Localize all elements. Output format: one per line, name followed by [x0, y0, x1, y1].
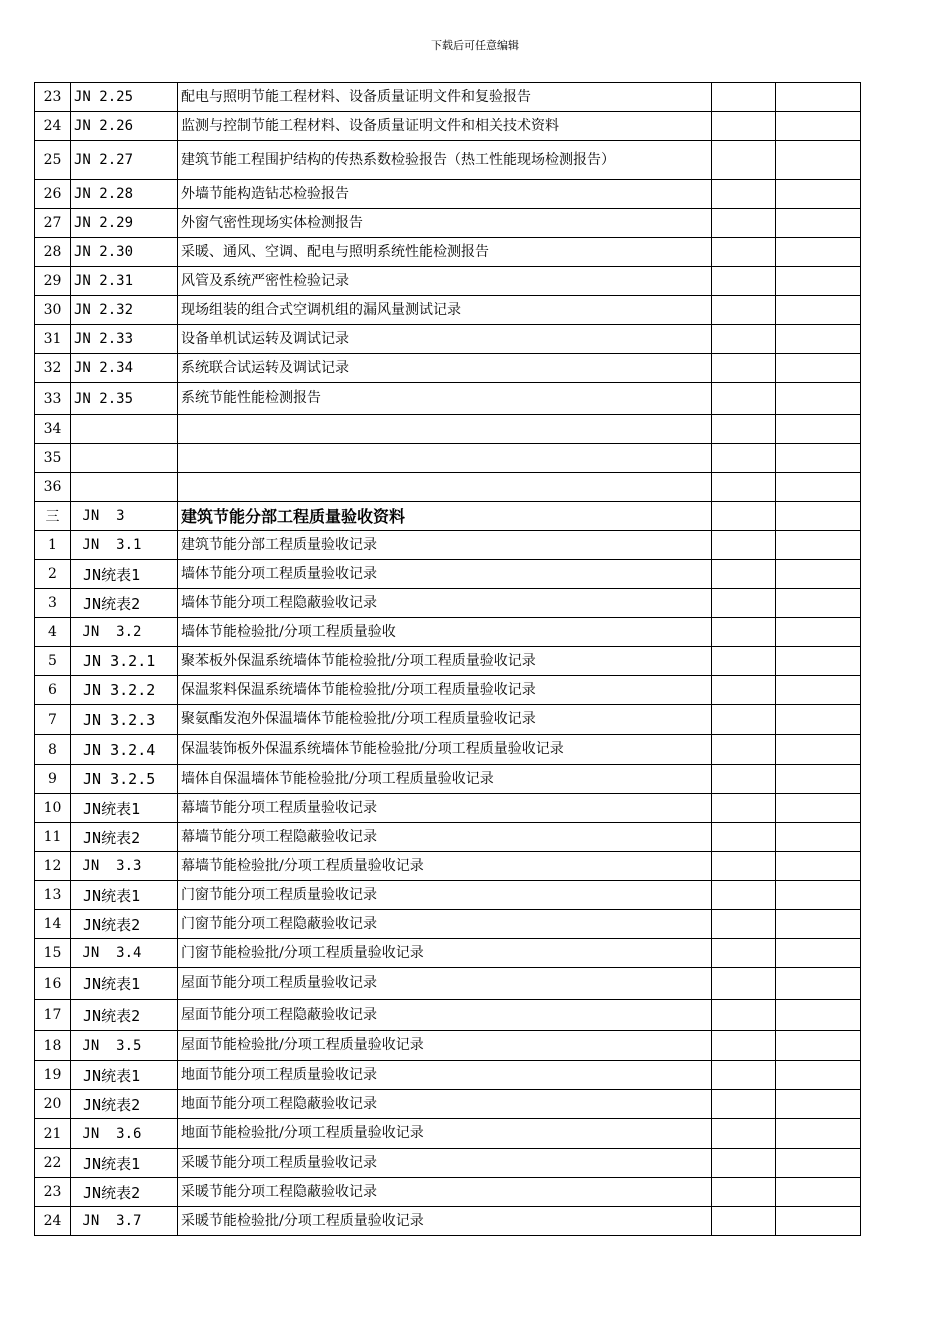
row-number: 22 [35, 1149, 71, 1178]
row-code: JN 2.29 [71, 209, 178, 238]
empty-cell [776, 676, 861, 705]
empty-cell [712, 267, 776, 296]
empty-cell [776, 141, 861, 180]
row-number: 6 [35, 676, 71, 705]
row-number: 12 [35, 852, 71, 881]
row-number: 24 [35, 1207, 71, 1236]
row-number: 31 [35, 325, 71, 354]
table-row [35, 238, 861, 267]
row-title: 门窗节能检验批/分项工程质量验收记录 [178, 939, 712, 968]
empty-cell [776, 238, 861, 267]
row-number: 20 [35, 1090, 71, 1119]
row-code: JN 3.3 [71, 852, 178, 881]
row-number: 35 [35, 444, 71, 473]
row-code: JN 2.26 [71, 112, 178, 141]
row-title: 采暖节能分项工程隐蔽验收记录 [178, 1178, 712, 1207]
empty-cell [776, 444, 861, 473]
row-number: 15 [35, 939, 71, 968]
row-code: JN统表2 [71, 1000, 178, 1031]
row-title: 墙体节能分项工程质量验收记录 [178, 560, 712, 589]
row-code: JN 3.2.4 [71, 735, 178, 765]
empty-cell [776, 296, 861, 325]
row-title: 系统联合试运转及调试记录 [178, 354, 712, 383]
row-number: 10 [35, 794, 71, 823]
empty-cell [712, 325, 776, 354]
row-code: JN统表1 [71, 968, 178, 1000]
row-code: JN 3.2.2 [71, 676, 178, 705]
row-code: JN统表2 [71, 589, 178, 618]
empty-cell [776, 823, 861, 852]
table-row [35, 676, 861, 705]
row-number: 17 [35, 1000, 71, 1031]
row-number: 16 [35, 968, 71, 1000]
row-title: 墙体自保温墙体节能检验批/分项工程质量验收记录 [178, 765, 712, 794]
row-number: 1 [35, 531, 71, 560]
row-title: 门窗节能分项工程隐蔽验收记录 [178, 910, 712, 939]
empty-cell [712, 968, 776, 1000]
empty-cell [712, 1178, 776, 1207]
row-title: 地面节能分项工程隐蔽验收记录 [178, 1090, 712, 1119]
row-number: 26 [35, 180, 71, 209]
table-row [35, 735, 861, 765]
row-code: JN统表2 [71, 823, 178, 852]
row-code: JN 2.27 [71, 141, 178, 180]
empty-cell [712, 180, 776, 209]
table-row [35, 1149, 861, 1178]
row-number: 30 [35, 296, 71, 325]
table-row [35, 473, 861, 502]
table-row [35, 354, 861, 383]
row-number: 18 [35, 1031, 71, 1061]
row-number: 2 [35, 560, 71, 589]
table-row [35, 881, 861, 910]
row-code: JN 3.2.5 [71, 765, 178, 794]
empty-cell [712, 502, 776, 531]
empty-cell [712, 1000, 776, 1031]
table-row [35, 1119, 861, 1149]
row-number: 7 [35, 705, 71, 735]
empty-cell [712, 705, 776, 735]
empty-cell [712, 473, 776, 502]
row-code: JN 2.30 [71, 238, 178, 267]
row-title: 保温浆料保温系统墙体节能检验批/分项工程质量验收记录 [178, 676, 712, 705]
row-title [178, 415, 712, 444]
row-code: JN 2.28 [71, 180, 178, 209]
row-title: 幕墙节能分项工程质量验收记录 [178, 794, 712, 823]
table-row [35, 531, 861, 560]
empty-cell [776, 1178, 861, 1207]
row-code: JN 2.31 [71, 267, 178, 296]
empty-cell [776, 502, 861, 531]
empty-cell [712, 794, 776, 823]
table-row [35, 647, 861, 676]
table-row [35, 296, 861, 325]
table-row [35, 589, 861, 618]
row-title: 配电与照明节能工程材料、设备质量证明文件和复验报告 [178, 83, 712, 112]
empty-cell [712, 1090, 776, 1119]
empty-cell [776, 1031, 861, 1061]
empty-cell [776, 618, 861, 647]
row-number: 19 [35, 1061, 71, 1090]
row-title: 墙体节能检验批/分项工程质量验收 [178, 618, 712, 647]
row-code: JN 3.2.3 [71, 705, 178, 735]
row-code: JN统表1 [71, 1061, 178, 1090]
empty-cell [712, 531, 776, 560]
empty-cell [776, 881, 861, 910]
row-code: JN 2.33 [71, 325, 178, 354]
row-code: JN 2.35 [71, 383, 178, 415]
empty-cell [712, 618, 776, 647]
row-number: 11 [35, 823, 71, 852]
row-title: 幕墙节能检验批/分项工程质量验收记录 [178, 852, 712, 881]
table-row [35, 325, 861, 354]
row-code: JN 3.7 [71, 1207, 178, 1236]
empty-cell [712, 354, 776, 383]
empty-cell [712, 209, 776, 238]
table-row [35, 1031, 861, 1061]
table-row [35, 415, 861, 444]
row-number: 32 [35, 354, 71, 383]
empty-cell [776, 910, 861, 939]
row-number: 34 [35, 415, 71, 444]
empty-cell [776, 1149, 861, 1178]
table-row [35, 910, 861, 939]
empty-cell [776, 209, 861, 238]
row-title: 设备单机试运转及调试记录 [178, 325, 712, 354]
row-title [178, 444, 712, 473]
row-number: 23 [35, 1178, 71, 1207]
table-row [35, 705, 861, 735]
row-number: 14 [35, 910, 71, 939]
row-number: 28 [35, 238, 71, 267]
row-number: 27 [35, 209, 71, 238]
row-title: 幕墙节能分项工程隐蔽验收记录 [178, 823, 712, 852]
empty-cell [776, 354, 861, 383]
empty-cell [776, 968, 861, 1000]
empty-cell [712, 1149, 776, 1178]
table-row [35, 560, 861, 589]
row-number: 23 [35, 83, 71, 112]
empty-cell [712, 444, 776, 473]
table-row [35, 939, 861, 968]
row-number: 36 [35, 473, 71, 502]
row-code: JN 3 [71, 502, 178, 531]
table-row [35, 83, 861, 112]
row-code: JN统表2 [71, 1178, 178, 1207]
table-row [35, 1000, 861, 1031]
empty-cell [712, 765, 776, 794]
table-row [35, 968, 861, 1000]
row-title: 风管及系统严密性检验记录 [178, 267, 712, 296]
empty-cell [776, 83, 861, 112]
row-code: JN 2.25 [71, 83, 178, 112]
empty-cell [712, 296, 776, 325]
table-row [35, 794, 861, 823]
empty-cell [776, 1119, 861, 1149]
empty-cell [776, 765, 861, 794]
row-code: JN 3.2 [71, 618, 178, 647]
row-title: 采暖节能检验批/分项工程质量验收记录 [178, 1207, 712, 1236]
empty-cell [712, 852, 776, 881]
empty-cell [776, 852, 861, 881]
empty-cell [776, 383, 861, 415]
row-title: 地面节能分项工程质量验收记录 [178, 1061, 712, 1090]
row-title: 屋面节能分项工程质量验收记录 [178, 968, 712, 1000]
empty-cell [776, 1000, 861, 1031]
table-row [35, 383, 861, 415]
table-row [35, 618, 861, 647]
empty-cell [776, 794, 861, 823]
empty-cell [776, 531, 861, 560]
row-title [178, 473, 712, 502]
table-row [35, 141, 861, 180]
row-title: 地面节能检验批/分项工程质量验收记录 [178, 1119, 712, 1149]
row-code: JN 2.32 [71, 296, 178, 325]
empty-cell [776, 1061, 861, 1090]
table-row [35, 852, 861, 881]
empty-cell [776, 1207, 861, 1236]
row-number: 4 [35, 618, 71, 647]
row-title: 聚苯板外保温系统墙体节能检验批/分项工程质量验收记录 [178, 647, 712, 676]
row-number: 13 [35, 881, 71, 910]
empty-cell [712, 1119, 776, 1149]
empty-cell [776, 180, 861, 209]
empty-cell [712, 1061, 776, 1090]
empty-cell [712, 238, 776, 267]
table-row [35, 444, 861, 473]
empty-cell [776, 560, 861, 589]
row-code: JN 3.6 [71, 1119, 178, 1149]
row-code: JN 3.2.1 [71, 647, 178, 676]
row-title: 外墙节能构造钻芯检验报告 [178, 180, 712, 209]
row-number: 三 [35, 502, 71, 531]
empty-cell [712, 1031, 776, 1061]
empty-cell [776, 735, 861, 765]
table-row [35, 112, 861, 141]
row-code: JN统表1 [71, 1149, 178, 1178]
row-code [71, 473, 178, 502]
empty-cell [712, 112, 776, 141]
row-number: 25 [35, 141, 71, 180]
table-row [35, 1061, 861, 1090]
row-title: 保温装饰板外保温系统墙体节能检验批/分项工程质量验收记录 [178, 735, 712, 765]
empty-cell [776, 705, 861, 735]
table-row [35, 1178, 861, 1207]
empty-cell [776, 939, 861, 968]
empty-cell [712, 141, 776, 180]
row-code: JN 3.1 [71, 531, 178, 560]
row-code: JN统表1 [71, 794, 178, 823]
empty-cell [712, 939, 776, 968]
row-code [71, 444, 178, 473]
empty-cell [712, 676, 776, 705]
row-number: 24 [35, 112, 71, 141]
table-row [35, 502, 861, 531]
empty-cell [776, 647, 861, 676]
empty-cell [776, 325, 861, 354]
empty-cell [712, 560, 776, 589]
row-code: JN 3.5 [71, 1031, 178, 1061]
empty-cell [712, 415, 776, 444]
empty-cell [776, 589, 861, 618]
table-row [35, 1090, 861, 1119]
empty-cell [712, 823, 776, 852]
row-code: JN统表1 [71, 881, 178, 910]
row-title: 采暖节能分项工程质量验收记录 [178, 1149, 712, 1178]
row-code [71, 415, 178, 444]
table-row [35, 267, 861, 296]
row-title: 系统节能性能检测报告 [178, 383, 712, 415]
table-row [35, 209, 861, 238]
row-title: 墙体节能分项工程隐蔽验收记录 [178, 589, 712, 618]
page-header: 下载后可任意编辑 [431, 39, 519, 52]
row-title: 建筑节能分部工程质量验收记录 [178, 531, 712, 560]
row-title: 屋面节能检验批/分项工程质量验收记录 [178, 1031, 712, 1061]
row-title: 采暖、通风、空调、配电与照明系统性能检测报告 [178, 238, 712, 267]
row-code: JN统表2 [71, 1090, 178, 1119]
table-row [35, 1207, 861, 1236]
row-code: JN 2.34 [71, 354, 178, 383]
row-title: 门窗节能分项工程质量验收记录 [178, 881, 712, 910]
empty-cell [712, 1207, 776, 1236]
empty-cell [712, 589, 776, 618]
table-row [35, 765, 861, 794]
empty-cell [776, 1090, 861, 1119]
row-number: 3 [35, 589, 71, 618]
row-number: 21 [35, 1119, 71, 1149]
row-title: 聚氨酯发泡外保温墙体节能检验批/分项工程质量验收记录 [178, 705, 712, 735]
row-title: 屋面节能分项工程隐蔽验收记录 [178, 1000, 712, 1031]
row-number: 5 [35, 647, 71, 676]
empty-cell [712, 83, 776, 112]
empty-cell [776, 473, 861, 502]
row-number: 8 [35, 735, 71, 765]
row-title: 建筑节能分部工程质量验收资料 [178, 502, 712, 531]
empty-cell [712, 647, 776, 676]
empty-cell [712, 383, 776, 415]
row-number: 29 [35, 267, 71, 296]
row-code: JN统表2 [71, 910, 178, 939]
row-code: JN 3.4 [71, 939, 178, 968]
empty-cell [776, 415, 861, 444]
document-table [34, 82, 861, 1236]
empty-cell [712, 881, 776, 910]
row-title: 建筑节能工程围护结构的传热系数检验报告（热工性能现场检测报告） [178, 141, 712, 180]
row-title: 外窗气密性现场实体检测报告 [178, 209, 712, 238]
empty-cell [776, 267, 861, 296]
row-number: 33 [35, 383, 71, 415]
table-row [35, 823, 861, 852]
row-code: JN统表1 [71, 560, 178, 589]
empty-cell [776, 112, 861, 141]
row-number: 9 [35, 765, 71, 794]
empty-cell [712, 735, 776, 765]
table-row [35, 180, 861, 209]
empty-cell [712, 910, 776, 939]
row-title: 监测与控制节能工程材料、设备质量证明文件和相关技术资料 [178, 112, 712, 141]
row-title: 现场组装的组合式空调机组的漏风量测试记录 [178, 296, 712, 325]
